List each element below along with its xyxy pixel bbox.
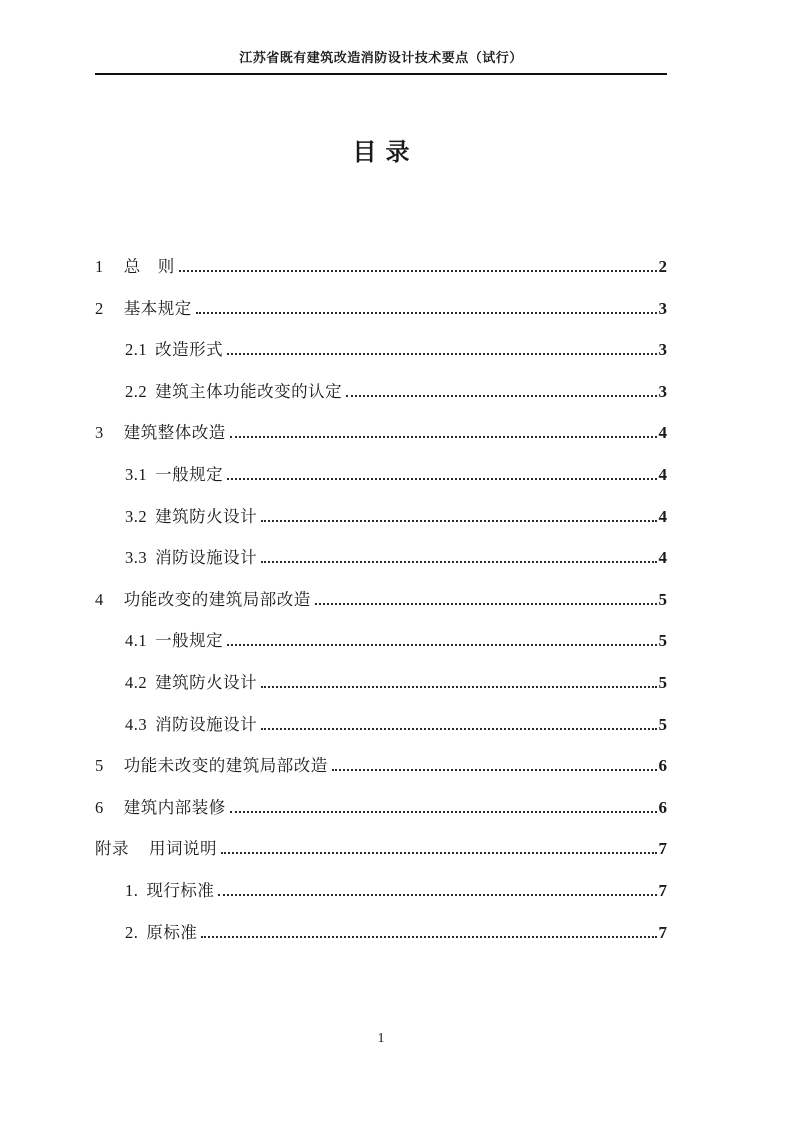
toc-entry-number: 2: [95, 298, 104, 318]
toc-entry-page: 3: [658, 298, 667, 318]
toc-entry[interactable]: [95, 745, 667, 787]
toc-entry-number: 2.2: [125, 381, 148, 401]
dot-leader: [227, 644, 656, 646]
toc-entry-label: 功能未改变的建筑局部改造: [123, 756, 328, 776]
toc-entry-number: 4: [95, 589, 104, 609]
toc-entry-label: 现行标准: [146, 880, 215, 900]
dot-leader: [221, 852, 657, 854]
dot-leader: [227, 478, 656, 480]
toc-entry[interactable]: [95, 828, 667, 870]
page-title: 目 录: [352, 140, 410, 166]
toc-entry-number: 2.: [125, 922, 139, 942]
page-footer: [95, 1031, 667, 1047]
toc-entry-number: 3: [95, 423, 104, 443]
toc-entry-page: 5: [658, 589, 667, 609]
toc-entry-page: 5: [658, 631, 667, 651]
toc-entry[interactable]: [95, 704, 667, 746]
toc-entry[interactable]: [95, 454, 667, 496]
toc-entry-page: 5: [658, 672, 667, 692]
toc-entry[interactable]: [95, 329, 667, 371]
toc-entry-page: 7: [658, 839, 667, 859]
header-running-title: 江苏省既有建筑改造消防设计技术要点（试行）: [239, 50, 523, 65]
toc-entry-label: 用词说明: [149, 839, 217, 859]
toc-entry-label: 功能改变的建筑局部改造: [123, 589, 311, 609]
toc-entry-number: 4.1: [125, 631, 148, 651]
toc-entry-label: 消防设施设计: [155, 714, 258, 734]
toc-entry-page: 4: [658, 423, 667, 443]
toc-entry[interactable]: [95, 496, 667, 538]
toc-entry-number: 2.1: [125, 340, 148, 360]
toc-entry-page: 2: [658, 257, 667, 276]
dot-leader: [261, 561, 656, 563]
toc-entry-label: 建筑防火设计: [155, 672, 258, 692]
toc-entry-label: 建筑整体改造: [123, 423, 226, 443]
dot-leader: [261, 728, 656, 730]
dot-leader: [332, 769, 657, 771]
dot-leader: [315, 603, 657, 605]
toc-entry[interactable]: [95, 579, 667, 621]
toc-entry-number: 4.2: [125, 672, 148, 692]
page-header: [95, 47, 667, 75]
toc-entry-label: 建筑内部装修: [123, 797, 226, 817]
toc-entry-label: 建筑防火设计: [155, 506, 258, 526]
toc-entry[interactable]: [95, 912, 667, 954]
toc-entry-label: 基本规定: [123, 298, 192, 318]
toc-entry-page: 4: [658, 506, 667, 526]
footer-page-number: 1: [377, 1031, 385, 1046]
dot-leader: [218, 894, 656, 896]
toc-entry[interactable]: [95, 620, 667, 662]
dot-leader: [201, 936, 656, 938]
toc-entry-number: 4.3: [125, 714, 148, 734]
dot-leader: [196, 312, 657, 314]
toc-entry-page: 3: [658, 340, 667, 360]
toc-entry[interactable]: [95, 246, 667, 288]
toc-entry[interactable]: [95, 537, 667, 579]
toc-entry-label: 消防设施设计: [155, 548, 258, 568]
toc-entry-label: 建筑主体功能改变的认定: [155, 381, 343, 401]
dot-leader: [346, 395, 656, 397]
toc-entry-page: 5: [658, 714, 667, 734]
toc-entry-label: 一般规定: [155, 631, 224, 651]
toc-entry-number: 1.: [125, 880, 139, 900]
dot-leader: [230, 436, 657, 438]
dot-leader: [227, 353, 656, 355]
toc-entry[interactable]: [95, 662, 667, 704]
dot-leader: [261, 520, 656, 522]
toc-entry-number: 5: [95, 756, 104, 776]
toc-entry-page: 6: [658, 797, 667, 817]
toc-entry-page: 4: [658, 464, 667, 484]
toc-entry-label: 原标准: [146, 922, 198, 942]
toc-entry[interactable]: [95, 371, 667, 413]
dot-leader: [179, 270, 657, 272]
toc-entry[interactable]: [95, 787, 667, 829]
table-of-contents: [95, 246, 667, 953]
toc-entry[interactable]: [95, 288, 667, 330]
toc-entry-label: 总 则: [123, 257, 175, 276]
toc-entry-number: 6: [95, 797, 104, 817]
toc-entry-label: 一般规定: [155, 464, 224, 484]
toc-entry-number: 附录: [95, 839, 129, 859]
toc-entry-page: 7: [658, 922, 667, 942]
toc-entry[interactable]: [95, 870, 667, 912]
toc-entry[interactable]: [95, 412, 667, 454]
toc-entry-number: 3.2: [125, 506, 148, 526]
toc-entry-number: 3.3: [125, 548, 148, 568]
dot-leader: [230, 811, 657, 813]
toc-entry-page: 4: [658, 548, 667, 568]
toc-entry-label: 改造形式: [155, 340, 224, 360]
toc-entry-number: 3.1: [125, 464, 148, 484]
toc-entry-page: 6: [658, 756, 667, 776]
toc-entry-page: 7: [658, 880, 667, 900]
toc-entry-number: 1: [95, 257, 104, 276]
dot-leader: [261, 686, 656, 688]
toc-entry-page: 3: [658, 381, 667, 401]
